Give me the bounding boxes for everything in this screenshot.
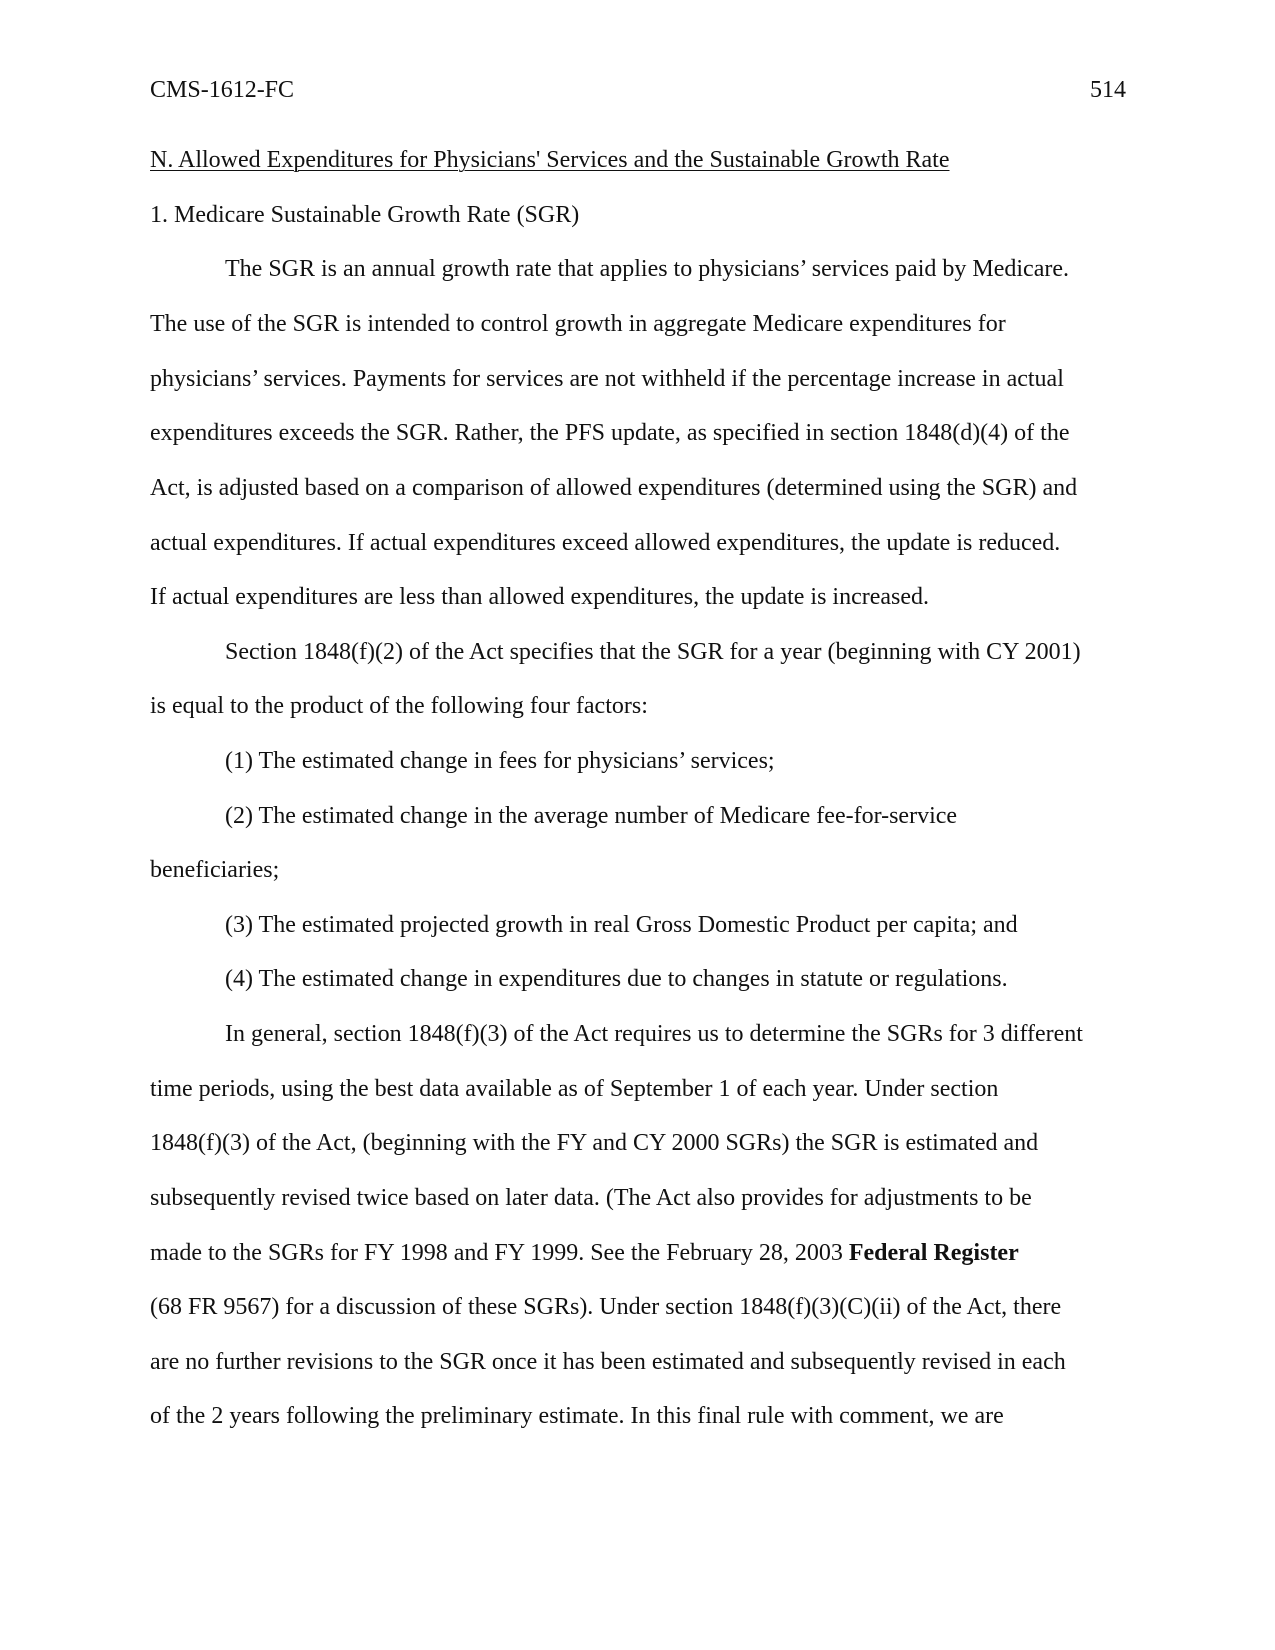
paragraph-1-line-3: physicians’ services. Payments for services are not withheld if the percentage increase in actual [150, 366, 1064, 392]
paragraph-3-line-1: In general, section 1848(f)(3) of the Act requires us to determine the SGRs for 3 different [225, 1021, 1083, 1047]
factor-2-continuation: beneficiaries; [150, 857, 280, 883]
factor-1: (1) The estimated change in fees for physicians’ services; [225, 748, 775, 774]
subsection-heading: 1. Medicare Sustainable Growth Rate (SGR) [150, 202, 580, 228]
section-heading: N. Allowed Expenditures for Physicians' Services and the Sustainable Growth Rate [150, 147, 950, 173]
paragraph-1-line-2: The use of the SGR is intended to control growth in aggregate Medicare expenditures for [150, 311, 1006, 337]
paragraph-3-line-2: time periods, using the best data available as of September 1 of each year. Under section [150, 1076, 999, 1102]
paragraph-3-line-3: 1848(f)(3) of the Act, (beginning with the FY and CY 2000 SGRs) the SGR is estimated and [150, 1130, 1039, 1156]
paragraph-2-line-2: is equal to the product of the following four factors: [150, 693, 648, 719]
factor-3: (3) The estimated projected growth in real Gross Domestic Product per capita; and [225, 912, 1018, 938]
factor-2: (2) The estimated change in the average number of Medicare fee-for-service [225, 803, 958, 829]
page-number: 514 [1090, 77, 1126, 103]
paragraph-3-line-7: are no further revisions to the SGR once it has been estimated and subsequently revised in each [150, 1349, 1066, 1375]
paragraph-3-line-5-text: made to the SGRs for FY 1998 and FY 1999. See the February 28, 2003 [150, 1240, 849, 1266]
document-id: CMS-1612-FC [150, 77, 295, 103]
paragraph-3-line-5 [150, 1237, 1019, 1269]
paragraph-1-line-5: Act, is adjusted based on a comparison of allowed expenditures (determined using the SGR) and [150, 475, 1078, 501]
paragraph-1-line-1: The SGR is an annual growth rate that applies to physicians’ services paid by Medicare. [225, 256, 1069, 282]
paragraph-1-line-6: actual expenditures. If actual expenditures exceed allowed expenditures, the update is reduced. [150, 530, 1061, 556]
paragraph-3-line-6: (68 FR 9567) for a discussion of these SGRs). Under section 1848(f)(3)(C)(ii) of the Act, there [150, 1294, 1062, 1320]
paragraph-3-line-4: subsequently revised twice based on later data. (The Act also provides for adjustments to be [150, 1185, 1032, 1211]
paragraph-3-line-8: of the 2 years following the preliminary estimate. In this final rule with comment, we are [150, 1403, 1004, 1429]
federal-register-title: Federal Register [848, 1240, 1019, 1266]
paragraph-1-line-7: If actual expenditures are less than allowed expenditures, the update is increased. [150, 584, 930, 610]
factor-4: (4) The estimated change in expenditures due to changes in statute or regulations. [225, 966, 1008, 992]
paragraph-1-line-4: expenditures exceeds the SGR. Rather, the PFS update, as specified in section 1848(d)(4) of the [150, 420, 1070, 446]
paragraph-2-line-1: Section 1848(f)(2) of the Act specifies that the SGR for a year (beginning with CY 2001) [225, 639, 1081, 665]
